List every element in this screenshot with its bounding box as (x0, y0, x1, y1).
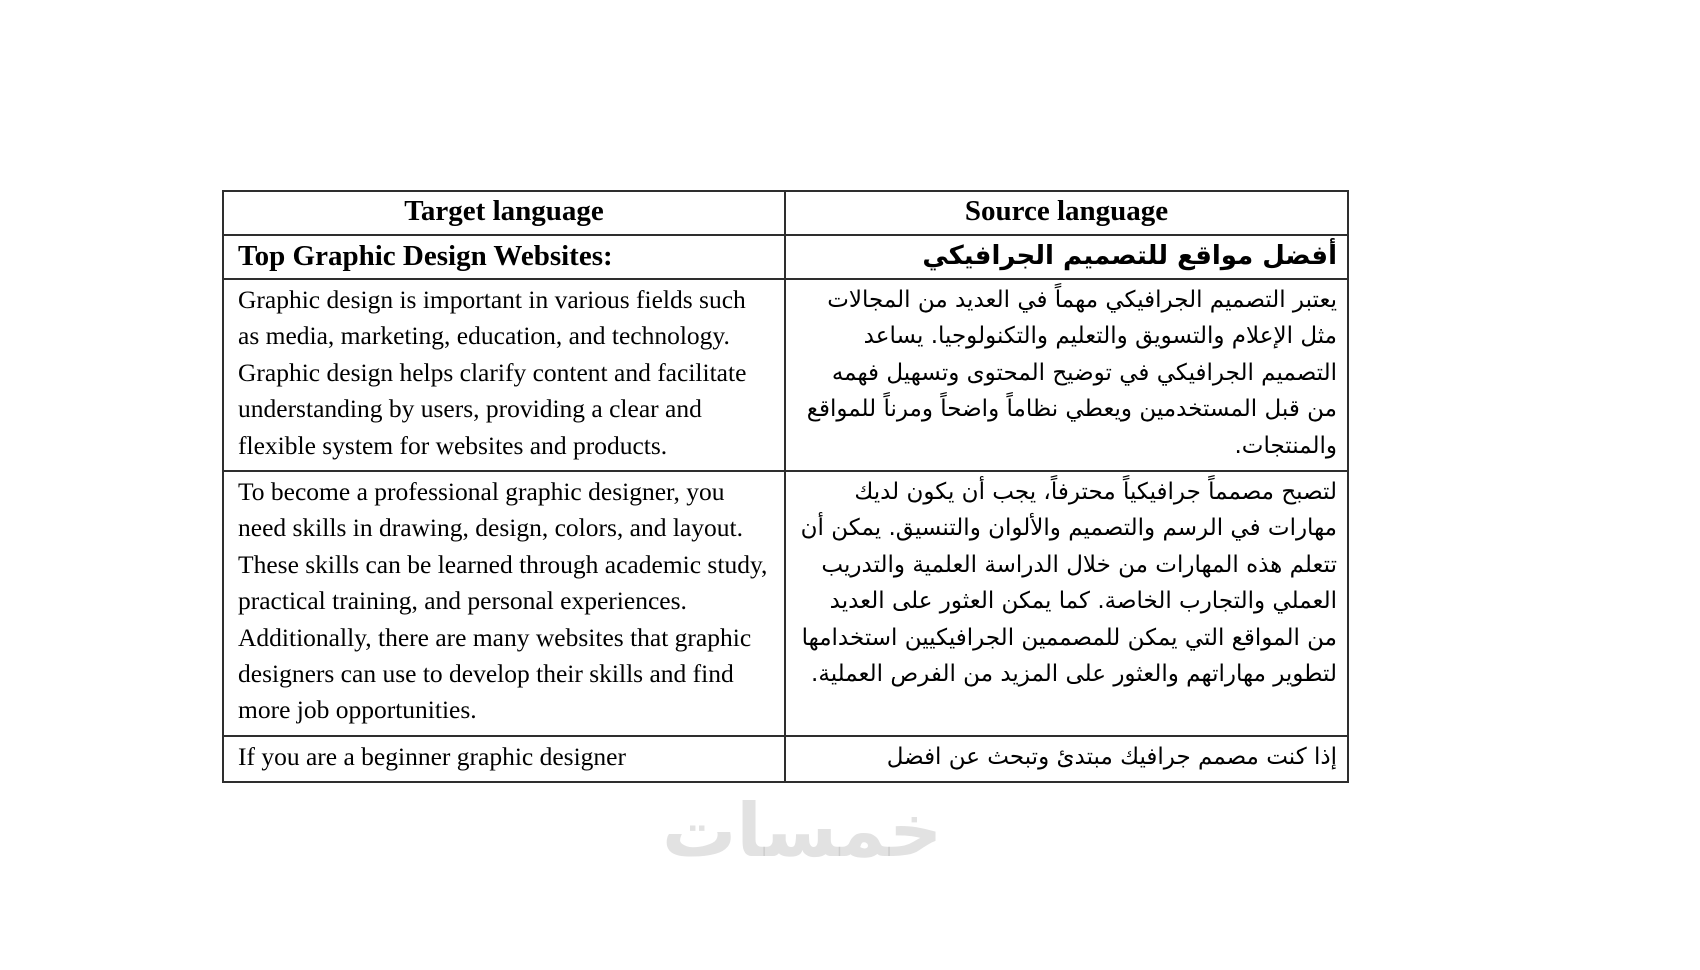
table-header-row (223, 191, 1348, 235)
source-skills-cell: لتصبح مصمماً جرافيكياً محترفاً، يجب أن يكون لديك مهارات في الرسم والتصميم والألوان والتنسيق. يمكن أن تتعلم هذه المهارات من خلال الدراسة العلمية والتدريب العملي والتجارب الخاصة. كما يمكن العثور على العديد من المواقع التي يمكن للمصممين الجرافيكيين استخدامها لتطوير مهاراتهم والعثور على المزيد من الفرص العملية. (785, 471, 1348, 736)
table-row-beginner (223, 736, 1348, 782)
table-row-intro (223, 279, 1348, 471)
translation-table (222, 190, 1349, 783)
khamsat-watermark: خمسات (662, 788, 943, 874)
table-row-skills (223, 471, 1348, 736)
source-beginner-cell: إذا كنت مصمم جرافيك مبتدئ وتبحث عن افضل (785, 736, 1348, 782)
source-title-cell: أفضل مواقع للتصميم الجرافيكي (785, 235, 1348, 279)
target-language-header: Target language (223, 191, 785, 235)
target-intro-cell: Graphic design is important in various fields such as media, marketing, education, and technology. Graphic design helps clarify content and facilitate understanding by users, providing a clear and flexible system for websites and products. (223, 279, 785, 471)
target-skills-cell: To become a professional graphic designer, you need skills in drawing, design, colors, and layout. These skills can be learned through academic study, practical training, and personal experiences. Additionally, there are many websites that graphic designers can use to develop their skills and find more job opportunities. (223, 471, 785, 736)
table-row-title (223, 235, 1348, 279)
source-intro-cell: يعتبر التصميم الجرافيكي مهماً في العديد من المجالات مثل الإعلام والتسويق والتعليم والتكنولوجيا. يساعد التصميم الجرافيكي في توضيح المحتوى وتسهيل فهمه من قبل المستخدمين ويعطي نظاماً واضحاً ومرناً للمواقع والمنتجات. (785, 279, 1348, 471)
target-beginner-cell: If you are a beginner graphic designer (223, 736, 785, 782)
source-language-header: Source language (785, 191, 1348, 235)
target-title-cell: Top Graphic Design Websites: (223, 235, 785, 279)
